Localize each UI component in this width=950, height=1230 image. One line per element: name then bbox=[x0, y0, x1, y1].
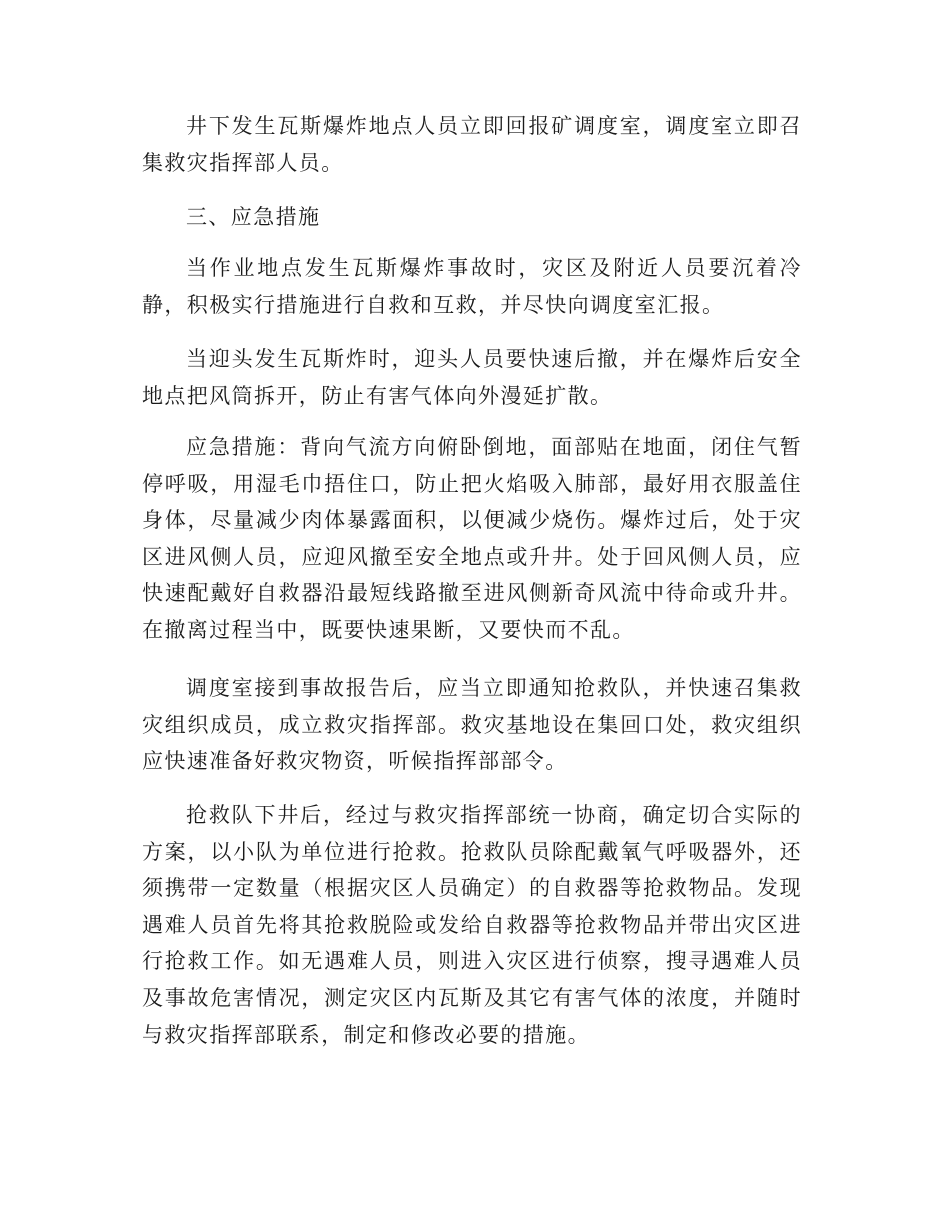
paragraph-report: 井下发生瓦斯爆炸地点人员立即回报矿调度室，调度室立即召集救灾指挥部人员。 bbox=[142, 114, 802, 175]
paragraph-dispatch-room: 调度室接到事故报告后，应当立即通知抢救队，并快速召集救灾组织成员，成立救灾指挥部。救灾基地设在集回口处，救灾组织应快速准备好救灾物资，听候指挥部部令。 bbox=[142, 676, 802, 774]
paragraph-rescue-team: 抢救队下井后，经过与救灾指挥部统一协商，确定切合实际的方案，以小队为单位进行抢救。抢救队员除配戴氧气呼吸器外，还须携带一定数量（根据灾区人员确定）的自救器等抢救物品。发现遇难人员首先将其抢救脱险或发给自救器等抢救物品并带出灾区进行抢救工作。如无遇难人员，则进入灾区进行侦察，搜寻遇难人员及事故危害情况，测定灾区内瓦斯及其它有害气体的浓度，并随时与救灾指挥部联系，制定和修改必要的措施。 bbox=[142, 803, 802, 1047]
section-heading-emergency-measures: 三、应急措施 bbox=[186, 205, 321, 229]
paragraph-emergency-actions: 应急措施：背向气流方向俯卧倒地，面部贴在地面，闭住气暂停呼吸，用湿毛巾捂住口，防止把火焰吸入肺部，最好用衣服盖住身体，尽量减少肉体暴露面积，以便减少烧伤。爆炸过后，处于灾区进风侧人员，应迎风撤至安全地点或升井。处于回风侧人员，应快速配戴好自救器沿最短线路撤至进风侧新奇风流中待命或升井。在撤离过程当中，既要快速果断，又要快而不乱。 bbox=[142, 435, 802, 642]
paragraph-accident-site: 当作业地点发生瓦斯爆炸事故时，灾区及附近人员要沉着冷静，积极实行措施进行自救和互救，并尽快向调度室汇报。 bbox=[142, 256, 802, 317]
paragraph-heading-face: 当迎头发生瓦斯炸时，迎头人员要快速后撤，并在爆炸后安全地点把风筒拆开，防止有害气体向外漫延扩散。 bbox=[142, 347, 802, 408]
